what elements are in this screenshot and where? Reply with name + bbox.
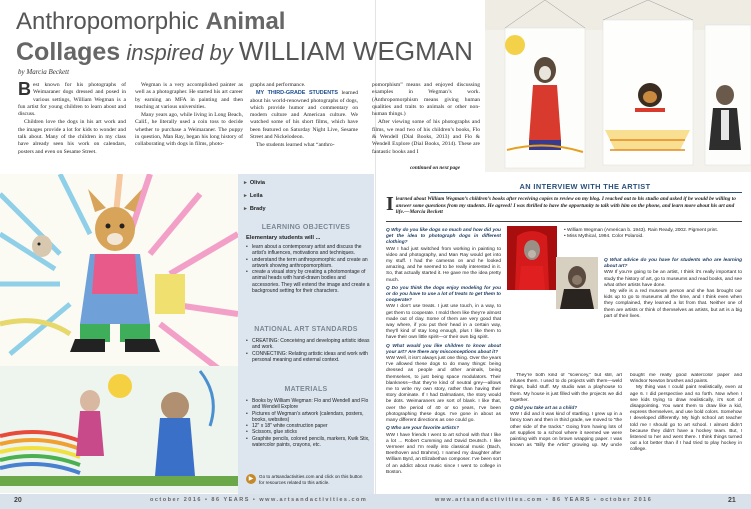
- answer: WW I have friends I went to art school with that I like a lot ... Robert Cumming and David Deutsch. I like Vermeer and I’m really into classical music (Bach, Beethoven and Brahms). I named my daughter after William Byrd, an Elizabethan composer. I’ve been sort of an addict about music since I went to college in Boston.: [386, 432, 501, 475]
- materials-heading: MATERIALS: [284, 386, 328, 393]
- question: Q Why do you like dogs so much and how did you get the idea to photograph dogs in different clothing?: [386, 228, 501, 246]
- interview-intro-text: learned about William Wegman’s children’s books after receiving copies to review on my blog. I reached out to his studio and asked if he would be willing to answer some questions from my students. He agreed! I was thrilled to have the opportunity to talk with him on the phone, and learn more about his art and life.—Marcia Beckett: [395, 196, 736, 216]
- divider: [386, 221, 742, 222]
- answer: My thing was I could paint realistically, even at age 6. I did perspective and so forth. Now when I see kids trying to draw realistically, it’s sort of disappointing. You want them to draw like a kid, express themselves, and use bold colors. Somehow I developed differently. My high school art teacher told me I should go to art school. I almost didn’t because they didn’t have a hockey team. But, I listened to her and went there. I think things turned out a lot better than if I had tried to play hockey in college.: [630, 385, 742, 453]
- list-item: • understand the term anthropomorphic and create an artwork showing anthropomorphism.: [246, 257, 370, 270]
- hanging-collages-photo: [485, 0, 751, 172]
- title-line-2: [16, 36, 473, 67]
- paragraph-text: learned about his world-renowned photographs of dogs, which provide humor and commentary on modern culture and American culture. We watched some of his short films, which have been featured on Saturday Night Live, Sesame Street and Nickelodeon.: [250, 90, 358, 141]
- question: Q What would you like children to know about your art? Are there any misconceptions about it?: [386, 343, 501, 355]
- artwork-credit: ▸ Olivia: [244, 180, 265, 186]
- paragraph: graphs and performance.: [250, 82, 306, 88]
- student-artwork-illustration-2: [0, 366, 238, 493]
- page-number-right: 21: [728, 497, 736, 504]
- standards-list: [246, 338, 370, 363]
- paragraph: pomorphism” means and enjoyed discussing examples in Wegman’s work. (Anthropomorphism means giving human qualities and traits to animals or other non-human things.): [372, 82, 480, 118]
- footer-text-left: october 2016 • 86 YEARS • www.artsandactivities.com: [150, 497, 368, 503]
- interview-bottom-columns: [510, 373, 742, 493]
- answer: My wife is a red museum person and she has brought our kids up to go to museums all the time, and I think even when they complained, they learned a lot from that. Neither one of them are artists or think of themselves as artists, but art is a big part of their lives.: [604, 289, 742, 319]
- title-inspired-by: inspired by: [120, 40, 239, 65]
- answer: WW If you’re going to be an artist, I think it’s really important to study the history of art, go to museums and read books, and see what other artists have done.: [604, 270, 742, 288]
- paragraph: The students learned what “anthro-: [256, 142, 335, 149]
- miss-mythical-photo: [556, 257, 598, 309]
- continued-note: continued on next page: [410, 165, 461, 171]
- byline: by Marcia Beckett: [18, 68, 70, 76]
- paragraph: After viewing some of his photographs and films, we read two of his children’s books, Flo & Wendell (Dial Books, 2013) and Flo & Wendell Explore (Dial Books, 2014). These are fantastic books and I: [372, 119, 480, 155]
- list-item: • Scissors, glue sticks: [246, 429, 370, 435]
- drop-cap: I: [386, 193, 394, 215]
- list-item: • create a visual story by creating a photomontage of animal heads with hand-drawn bodies and accessories. They will extend the image and create a background setting for their characters.: [246, 269, 370, 294]
- student-artwork-chihuahua: [0, 174, 238, 370]
- standards-heading: NATIONAL ART STANDARDS: [254, 326, 358, 333]
- list-item: • CREATING: Conceiving and developing artistic ideas and work.: [246, 338, 370, 351]
- list-item: • CONNECTING: Relating artistic ideas and work with personal meaning and external context.: [246, 351, 370, 364]
- paragraph: est known for his photographs of Weimaraner dogs dressed and posed in various settings, William Wegman is a fun artist for young children to learn about and discuss.: [18, 82, 126, 118]
- list-item: • 12" x 18" white construction paper: [246, 423, 370, 429]
- article-column-1: [18, 82, 126, 174]
- section-lead-in: MY THIRD-GRADE STUDENTS: [256, 90, 339, 97]
- question: Q Do you think the dogs enjoy modeling for you or do you have to use a lot of treats to get them to cooperate?: [386, 285, 501, 304]
- lesson-sidebar: [238, 174, 374, 494]
- title-animal: Animal: [205, 8, 286, 35]
- objectives-subheading: Elementary students will ...: [246, 235, 321, 241]
- student-artwork-illustration: [0, 174, 238, 370]
- interview-intro: [386, 193, 742, 216]
- footer-text-right: www.artsandactivities.com • 86 YEARS • october 2016: [435, 497, 653, 503]
- learning-objectives-heading: LEARNING OBJECTIVES: [261, 224, 351, 231]
- answer: WW Well, it isn’t always just one thing. Over the years I’ve allowed these dogs to do many things: being dressed as people and other animals, being themselves, to just being space modulators. Their blankness—that they’re kind of neutral grey—allows me to write my own story, rather than having their story dominate. If I had Dalmatians, the story would be dots. Weimaraners are sort of blank. I like that, over the period of 40 or so years, I’ve been photographing these dogs. I’ve gone in about as many different directions as one could go.: [386, 356, 501, 424]
- page-footer: [0, 494, 751, 509]
- question: Q What advice do you have for students who are learning about art?: [604, 258, 742, 270]
- paragraph: Children love the dogs in his art work and the images provide a lot for kids to wonder and talk about. Many of the children in my class have already seen his work on calendars, posters and even on Sesame Street.: [18, 119, 126, 155]
- interview-column-2-bottom: [510, 373, 742, 493]
- interview-heading: AN INTERVIEW WITH THE ARTIST: [519, 182, 651, 191]
- title-line-1: [16, 8, 285, 36]
- rain-ready-photo: [507, 226, 557, 290]
- photo-caption: [564, 228, 742, 240]
- caption-line: • Miss Mythical, 1994. Color Polaroid.: [564, 234, 644, 239]
- dog-portrait-illustration: [556, 257, 598, 309]
- list-item: • Pictures of Wegman’s artwork (calendars, posters, books, websites): [246, 411, 370, 424]
- article-title: [16, 8, 473, 78]
- artwork-credit: ▸ Brady: [244, 206, 266, 212]
- article-column-4: [372, 82, 480, 174]
- resource-link-text: Go to artsandactivities.com and click on this button for resources related to this article.: [259, 474, 363, 485]
- arrow-right-icon[interactable]: ▶: [246, 474, 256, 484]
- question: Q Did you take art as a child?: [510, 406, 578, 412]
- article-column-2: [135, 82, 243, 174]
- answer: They’re both kind of “sciencey,” but still, art infuses them. I used to do projects with them—weld things, build stuff. My studio was a playhouse to them. My house is just filled with the projects we did together.: [510, 373, 622, 403]
- objectives-list: [246, 244, 370, 294]
- hanging-collages-illustration: [485, 0, 751, 172]
- paragraph: Many years ago, while living in Long Beach, Calif., he literally used a coin toss to decide whether to purchase a Weimaraner. The puppy in question, Man Ray, began his long history of collaborating with dogs in films, photo-: [135, 112, 243, 148]
- article-column-3: [250, 82, 358, 174]
- answer: WW I had just switched from working in painting to video and photography, and Man Ray would get into my stuff. I had the cameras on and he looked amazing, and he seemed to be really interested in it. So, that actually started it. He gave me the idea pretty much.: [386, 246, 501, 283]
- page-number-left: 20: [14, 497, 22, 504]
- list-item: • Books by William Wegman: Flo and Wendell and Flo and Wendell Explore: [246, 398, 370, 411]
- paragraph: Wegman is a very accomplished painter as well as a photographer. He started his art career by earning an MFA in painting and then teaching at various universities.: [135, 82, 243, 110]
- student-artwork-rainbow: [0, 366, 238, 493]
- answer: WW I don’t use treats. I just use touch, in a way, to get them to cooperate. I mold them like they’re almost made out of clay. Some of them are very good that way where, if you put their head in a certain way, they’ll kind of stay long enough, plus I like them to have their own little spirit—or their own big spirit.: [386, 304, 501, 341]
- answer: WW I did and it was kind of startling. I grew up in a fancy town and then in third grade, we moved to “the other side of the tracks.” Going from having lots of art supplies to a school where it seemed we were painting with mops on brown wrapping paper. I was known as “Billy the Artist” growing up. My uncle bought me really good watercolor paper and Windsor Newton brushes and paints.: [510, 373, 742, 449]
- divider: [430, 192, 742, 193]
- interview-column-1: [386, 226, 501, 492]
- title-collages: Collages: [16, 38, 121, 66]
- red-coat-dog-illustration: [507, 226, 557, 290]
- title-prefix: Anthropomorphic: [16, 8, 206, 35]
- caption-line: • William Wegman (American b. 1943). Rain Ready, 2002. Pigment print.: [564, 228, 719, 233]
- materials-list: [246, 398, 370, 448]
- list-item: • learn about a contemporary artist and discuss the artist’s influences, motivations and techniques.: [246, 244, 370, 257]
- list-item: • Graphite pencils, colored pencils, markers, Kwik Stix, watercolor paints, crayons, etc.: [246, 436, 370, 449]
- interview-column-2-top: [604, 256, 742, 374]
- resource-link[interactable]: [246, 474, 368, 486]
- question: Q Who are your favorite artists?: [386, 426, 460, 432]
- title-artist-name: WILLIAM WEGMAN: [238, 36, 473, 66]
- artwork-credit: ▸ Leila: [244, 193, 263, 199]
- drop-cap: B: [18, 82, 31, 99]
